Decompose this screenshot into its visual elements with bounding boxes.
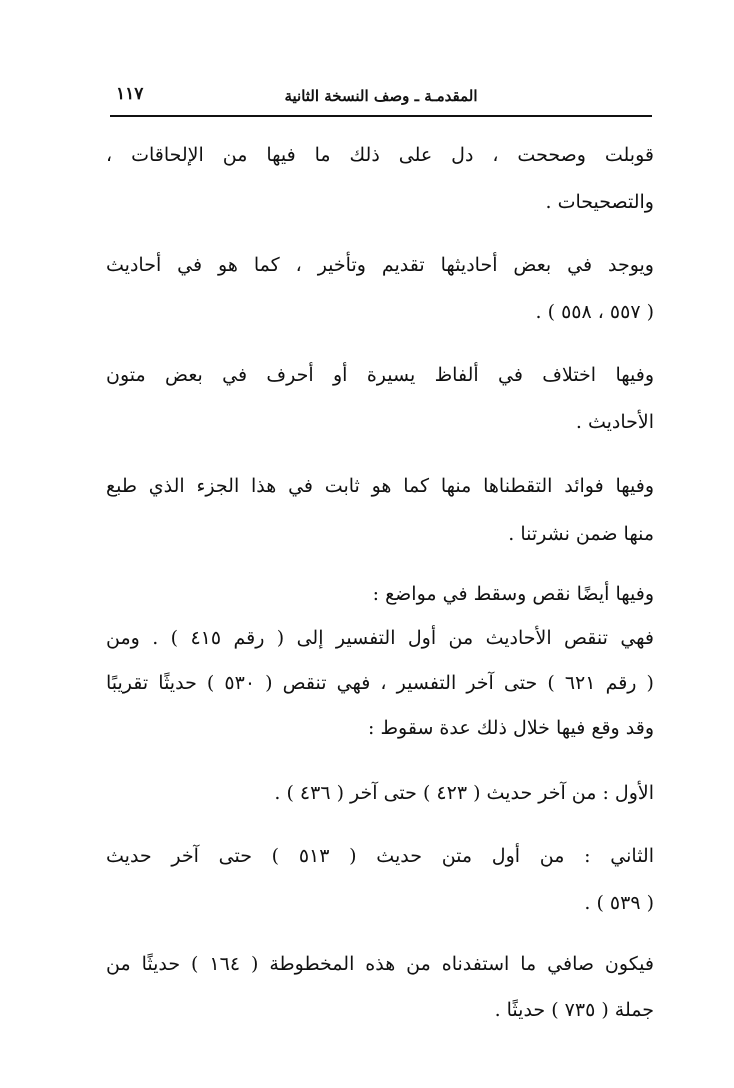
text-line: وقد وقع فيها خلال ذلك عدة سقوط : — [368, 717, 654, 739]
text-line: وفيها اختلاف في ألفاظ يسيرة أو أحرف في بعض متون — [106, 364, 654, 386]
text-line: الثاني : من أول متن حديث ( ٥١٣ ) حتى آخر حديث — [106, 845, 654, 867]
page-number: ١١٧ — [116, 84, 144, 104]
text-line: فهي تنقص الأحاديث من أول التفسير إلى ( رقم ٤١٥ ) . ومن — [106, 627, 654, 649]
text-line: ( ٥٣٩ ) . — [584, 892, 654, 914]
text-line: وفيها أيضًا نقص وسقط في مواضع : — [372, 583, 654, 605]
text-line: جملة ( ٧٣٥ ) حديثًا . — [494, 999, 654, 1021]
text-line: قوبلت وصححت ، دل على ذلك ما فيها من الإلحاقات ، — [106, 144, 654, 166]
text-line: فيكون صافي ما استفدناه من هذه المخطوطة ( ١٦٤ ) حديثًا من — [106, 953, 654, 975]
text-line: ويوجد في بعض أحاديثها تقديم وتأخير ، كما هو في أحاديث — [106, 254, 654, 276]
header-title: المقدمـة ـ وصف النسخة الثانية — [284, 87, 478, 105]
running-header — [110, 78, 652, 112]
text-line: ( رقم ٦٢١ ) حتى آخر التفسير ، فهي تنقص ( ٥٣٠ ) حديثًا تقريبًا — [106, 672, 654, 694]
header-divider — [110, 115, 652, 117]
text-line: الأحاديث . — [575, 411, 654, 433]
text-line: والتصحيحات . — [545, 191, 654, 213]
text-line: منها ضمن نشرتنا . — [508, 523, 654, 545]
text-line: الأول : من آخر حديث ( ٤٢٣ ) حتى آخر ( ٤٣٦ ) . — [274, 782, 654, 804]
text-line: ( ٥٥٧ ، ٥٥٨ ) . — [535, 301, 654, 323]
text-line: وفيها فوائد التقطناها منها كما هو ثابت في هذا الجزء الذي طبع — [106, 475, 654, 497]
